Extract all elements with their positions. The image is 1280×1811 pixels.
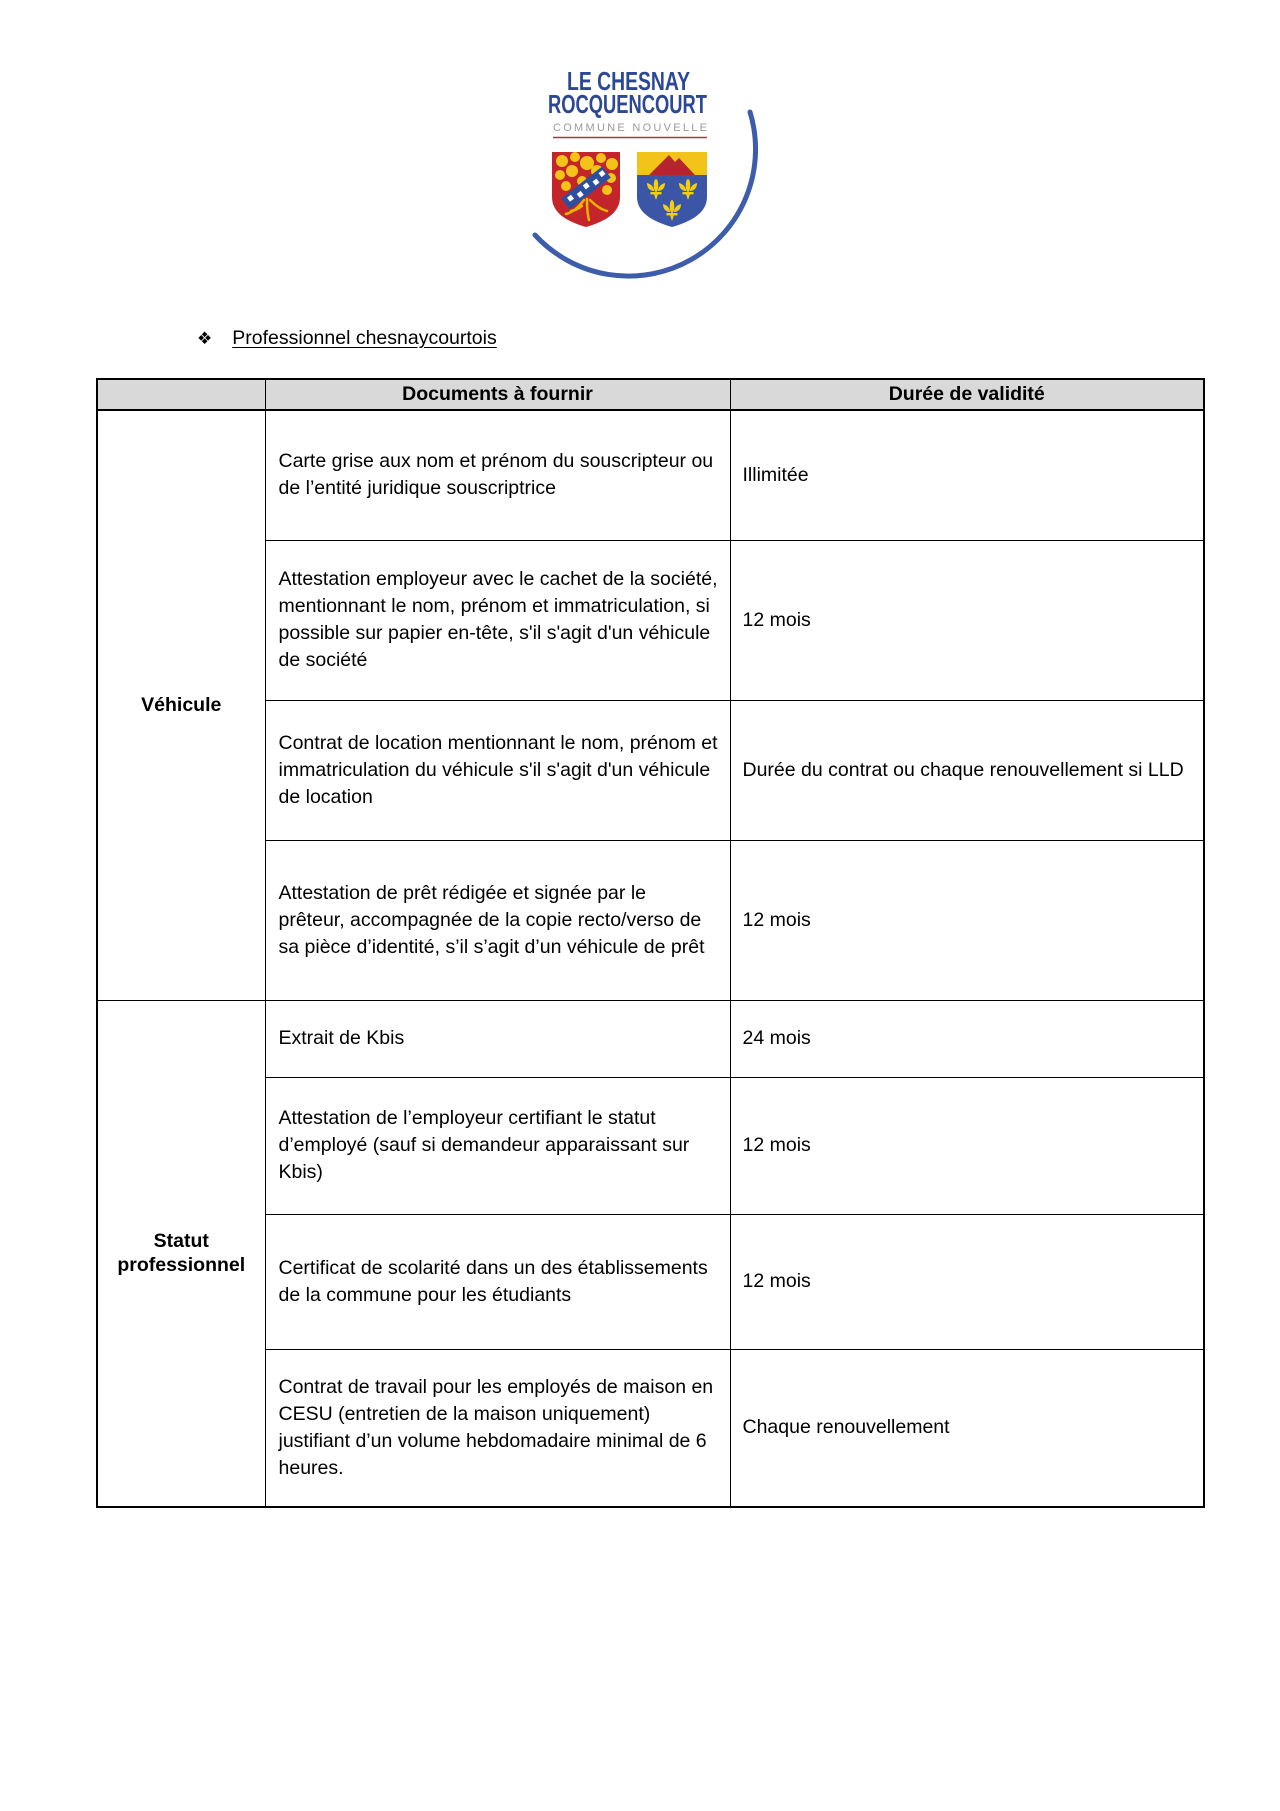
validity-cell: 12 mois bbox=[730, 840, 1204, 1000]
section-heading bbox=[197, 327, 497, 350]
table-header-row bbox=[97, 379, 1204, 410]
doc-cell: Contrat de location mentionnant le nom, prénom et immatriculation du véhicule s'il s'agit d'un véhicule de location bbox=[265, 700, 730, 840]
validity-cell: 12 mois bbox=[730, 540, 1204, 700]
documents-table bbox=[96, 378, 1205, 1508]
header-cell-category bbox=[97, 379, 265, 410]
diamond-bullet-icon: ❖ bbox=[197, 329, 213, 348]
logo-title-line2: ROCQUENCOURT bbox=[548, 89, 708, 119]
logo-title-line1: LE CHESNAY bbox=[567, 66, 690, 96]
table-row bbox=[97, 1000, 1204, 1077]
group-label-vehicule: Véhicule bbox=[97, 410, 265, 1000]
doc-cell: Certificat de scolarité dans un des établissements de la commune pour les étudiants bbox=[265, 1214, 730, 1349]
validity-cell: Illimitée bbox=[730, 410, 1204, 540]
doc-cell: Extrait de Kbis bbox=[265, 1000, 730, 1077]
doc-cell: Carte grise aux nom et prénom du souscripteur ou de l’entité juridique souscriptrice bbox=[265, 410, 730, 540]
commune-logo bbox=[435, 35, 775, 297]
doc-cell: Attestation de prêt rédigée et signée par le prêteur, accompagnée de la copie recto/verso de sa pièce d’identité, s’il s’agit d’un véhicule de prêt bbox=[265, 840, 730, 1000]
documents-table-container bbox=[96, 378, 1205, 1508]
validity-cell: 12 mois bbox=[730, 1077, 1204, 1214]
validity-cell: 24 mois bbox=[730, 1000, 1204, 1077]
doc-cell: Contrat de travail pour les employés de maison en CESU (entretien de la maison uniquement) justifiant d’un volume hebdomadaire minimal de 6 heures. bbox=[265, 1349, 730, 1507]
header-cell-validity: Durée de validité bbox=[730, 379, 1204, 410]
doc-cell: Attestation de l’employeur certifiant le statut d’employé (sauf si demandeur apparaissant sur Kbis) bbox=[265, 1077, 730, 1214]
validity-cell: Durée du contrat ou chaque renouvellement si LLD bbox=[730, 700, 1204, 840]
logo-subtitle: COMMUNE NOUVELLE bbox=[553, 122, 707, 134]
group-label-statut-professionnel: Statut professionnel bbox=[97, 1000, 265, 1507]
validity-cell: Chaque renouvellement bbox=[730, 1349, 1204, 1507]
coat-of-arms-left-icon bbox=[552, 152, 620, 227]
commune-logo-graphic bbox=[435, 35, 775, 297]
header-cell-documents: Documents à fournir bbox=[265, 379, 730, 410]
coat-of-arms-right-icon bbox=[637, 152, 707, 227]
validity-cell: 12 mois bbox=[730, 1214, 1204, 1349]
table-row bbox=[97, 410, 1204, 540]
section-heading-label: Professionnel chesnaycourtois bbox=[232, 327, 497, 349]
doc-cell: Attestation employeur avec le cachet de la société, mentionnant le nom, prénom et immatriculation, si possible sur papier en-tête, s'il s'agit d'un véhicule de société bbox=[265, 540, 730, 700]
